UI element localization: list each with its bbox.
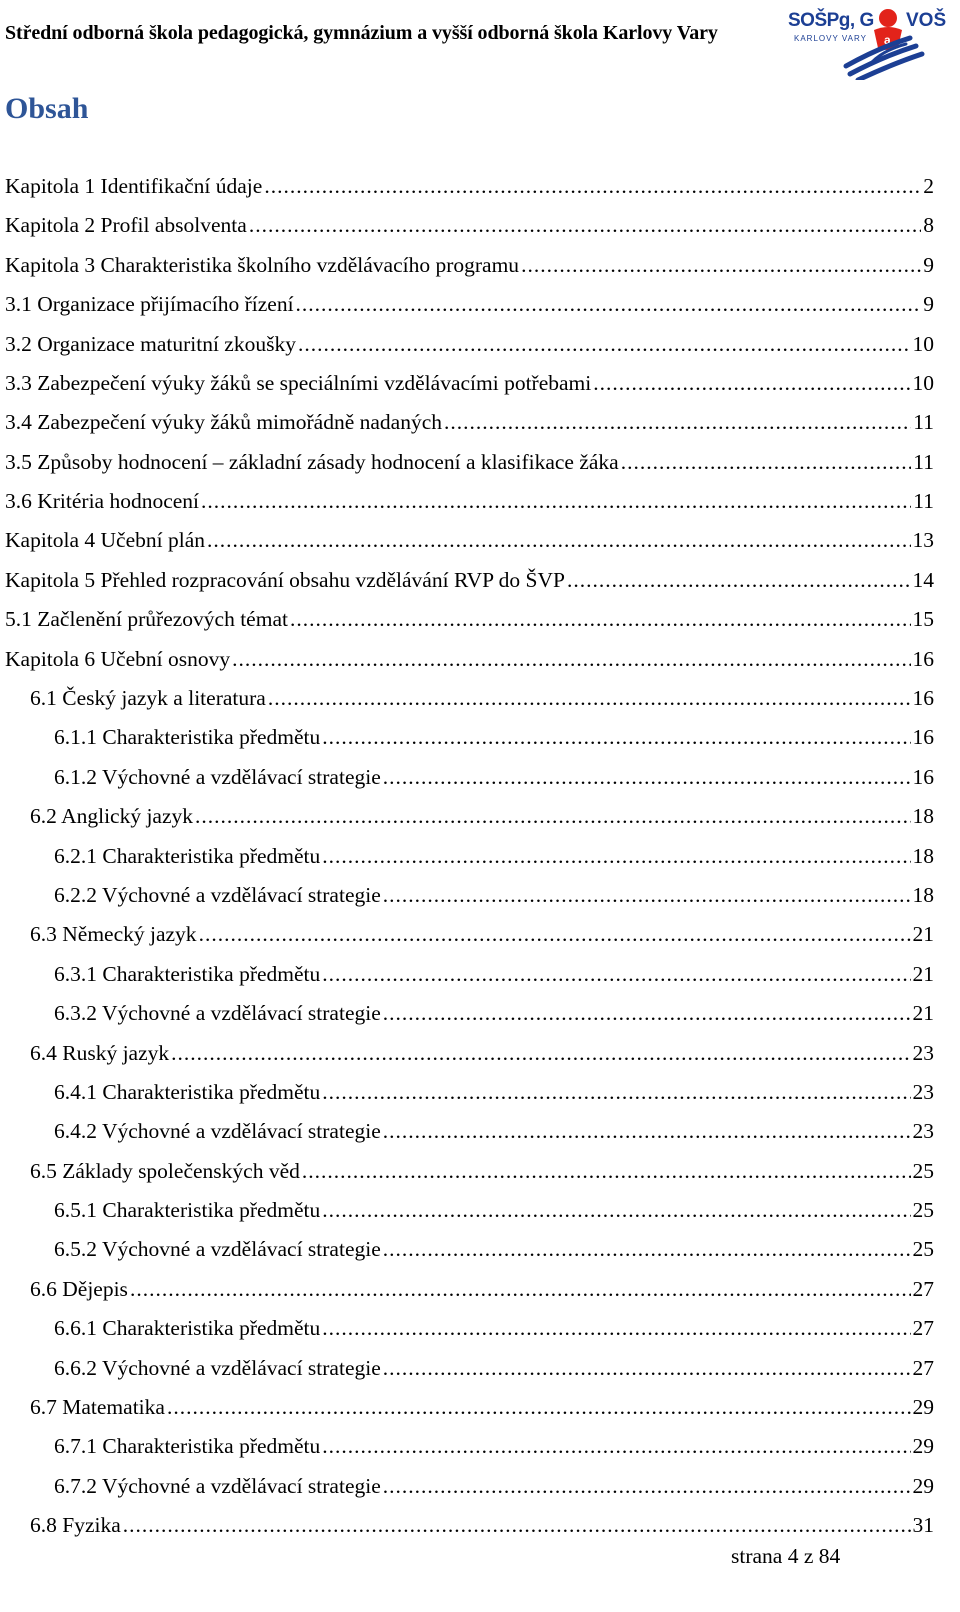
toc-entry-page[interactable]: 27 bbox=[912, 1316, 934, 1341]
toc-entry-page[interactable]: 9 bbox=[923, 292, 934, 317]
toc-entry-label[interactable]: 6.4.2 Výchovné a vzdělávací strategie bbox=[54, 1119, 381, 1144]
toc-entry[interactable] bbox=[0, 285, 960, 324]
toc-dot-leader bbox=[207, 530, 910, 552]
toc-entry-label[interactable]: 6.3.1 Charakteristika předmětu bbox=[54, 961, 321, 986]
toc-dot-leader bbox=[296, 294, 922, 316]
logo-text-left: SOŠPg, G bbox=[788, 10, 874, 31]
toc-entry[interactable] bbox=[0, 1309, 960, 1348]
toc-dot-leader bbox=[195, 806, 910, 828]
toc-entry-page[interactable]: 9 bbox=[923, 252, 934, 277]
toc-dot-leader bbox=[383, 1121, 911, 1143]
toc-entry-page[interactable]: 11 bbox=[913, 449, 934, 474]
toc-entry[interactable] bbox=[0, 876, 960, 915]
toc-entry[interactable] bbox=[0, 1191, 960, 1230]
toc-dot-leader bbox=[123, 1515, 911, 1537]
toc-dot-leader bbox=[383, 885, 911, 907]
toc-entry-page[interactable]: 15 bbox=[912, 607, 934, 632]
toc-dot-leader bbox=[567, 570, 911, 592]
toc-entry-page[interactable]: 10 bbox=[912, 331, 934, 356]
table-of-contents bbox=[0, 167, 960, 1546]
toc-entry-page[interactable]: 18 bbox=[912, 882, 934, 907]
toc-entry-label[interactable]: 6.6.2 Výchovné a vzdělávací strategie bbox=[54, 1355, 381, 1380]
toc-dot-leader bbox=[264, 176, 921, 198]
toc-entry[interactable] bbox=[0, 1428, 960, 1467]
toc-entry-page[interactable]: 16 bbox=[912, 686, 934, 711]
toc-entry-label[interactable]: 6.1.2 Výchovné a vzdělávací strategie bbox=[54, 764, 381, 789]
page-number: strana 4 z 84 bbox=[731, 1544, 841, 1568]
toc-dot-leader bbox=[199, 924, 911, 946]
toc-entry-label[interactable]: 3.4 Zabezpečení výuky žáků mimořádně nadaných bbox=[5, 410, 442, 435]
toc-entry[interactable] bbox=[0, 1112, 960, 1151]
toc-entry-page[interactable]: 25 bbox=[912, 1237, 934, 1262]
toc-entry-label[interactable]: 3.3 Zabezpečení výuky žáků se speciálními vzdělávacími potřebami bbox=[5, 370, 592, 395]
toc-entry[interactable] bbox=[0, 1231, 960, 1270]
toc-entry-label[interactable]: 6.1 Český jazyk a literatura bbox=[30, 686, 266, 711]
toc-dot-leader bbox=[383, 1239, 911, 1261]
toc-entry[interactable] bbox=[0, 837, 960, 876]
toc-entry-label[interactable]: 6.2.1 Charakteristika předmětu bbox=[54, 843, 321, 868]
toc-entry[interactable] bbox=[0, 482, 960, 521]
toc-entry-page[interactable]: 23 bbox=[912, 1040, 934, 1065]
toc-dot-leader bbox=[290, 609, 911, 631]
toc-dot-leader bbox=[268, 688, 911, 710]
toc-entry-label[interactable]: 6.7 Matematika bbox=[30, 1395, 165, 1420]
toc-entry-label[interactable]: 3.6 Kritéria hodnocení bbox=[5, 489, 200, 514]
toc-entry[interactable] bbox=[0, 1467, 960, 1506]
toc-entry-page[interactable]: 16 bbox=[912, 646, 934, 671]
toc-entry-page[interactable]: 27 bbox=[912, 1276, 934, 1301]
toc-entry-label[interactable]: Kapitola 5 Přehled rozpracování obsahu vzdělávání RVP do ŠVP bbox=[5, 567, 565, 592]
toc-entry-label[interactable]: Kapitola 4 Učební plán bbox=[5, 528, 206, 553]
toc-dot-leader bbox=[302, 1161, 911, 1183]
toc-entry[interactable] bbox=[0, 206, 960, 245]
toc-dot-leader bbox=[298, 334, 911, 356]
toc-dot-leader bbox=[593, 373, 910, 395]
toc-dot-leader bbox=[322, 1436, 910, 1458]
toc-entry[interactable] bbox=[0, 325, 960, 364]
toc-entry-label[interactable]: Kapitola 6 Učební osnovy bbox=[5, 646, 231, 671]
toc-entry-page[interactable]: 16 bbox=[912, 725, 934, 750]
toc-entry-label[interactable]: Kapitola 2 Profil absolventa bbox=[5, 213, 247, 238]
toc-entry[interactable] bbox=[0, 1270, 960, 1309]
toc-dot-leader bbox=[249, 215, 921, 237]
toc-entry-page[interactable]: 21 bbox=[912, 961, 934, 986]
toc-entry-label[interactable]: 6.3 Německý jazyk bbox=[30, 922, 197, 947]
toc-entry-label[interactable]: 6.8 Fyzika bbox=[30, 1513, 121, 1538]
toc-entry-page[interactable]: 11 bbox=[913, 410, 934, 435]
toc-entry-page[interactable]: 2 bbox=[923, 173, 934, 198]
toc-entry-page[interactable]: 23 bbox=[912, 1119, 934, 1144]
toc-entry[interactable] bbox=[0, 246, 960, 285]
toc-entry[interactable] bbox=[0, 1034, 960, 1073]
toc-entry-label[interactable]: 6.4 Ruský jazyk bbox=[30, 1040, 170, 1065]
logo-text-right: VOŠ bbox=[906, 10, 947, 31]
toc-dot-leader bbox=[322, 1082, 910, 1104]
toc-dot-leader bbox=[232, 649, 910, 671]
toc-entry-page[interactable]: 11 bbox=[913, 489, 934, 514]
logo-subtitle: KARLOVY VARY bbox=[794, 34, 867, 43]
toc-entry-page[interactable]: 25 bbox=[912, 1198, 934, 1223]
toc-dot-leader bbox=[167, 1397, 911, 1419]
toc-entry-page[interactable]: 16 bbox=[912, 764, 934, 789]
toc-dot-leader bbox=[130, 1279, 911, 1301]
toc-entry-label[interactable]: 6.2 Anglický jazyk bbox=[30, 804, 194, 829]
toc-entry[interactable] bbox=[0, 443, 960, 482]
school-logo bbox=[788, 4, 956, 80]
toc-entry-page[interactable]: 21 bbox=[912, 1001, 934, 1026]
toc-entry[interactable] bbox=[0, 718, 960, 757]
toc-dot-leader bbox=[383, 767, 911, 789]
school-name: Střední odborná škola pedagogická, gymnázium a vyšší odborná škola Karlovy Vary bbox=[5, 22, 718, 44]
toc-entry[interactable] bbox=[0, 561, 960, 600]
toc-entry[interactable] bbox=[0, 364, 960, 403]
toc-entry[interactable] bbox=[0, 640, 960, 679]
toc-dot-leader bbox=[383, 1476, 911, 1498]
toc-entry-page[interactable]: 25 bbox=[912, 1158, 934, 1183]
toc-entry[interactable] bbox=[0, 994, 960, 1033]
page-title: Obsah bbox=[5, 92, 89, 125]
toc-dot-leader bbox=[201, 491, 911, 513]
toc-entry[interactable] bbox=[0, 1388, 960, 1427]
toc-entry-label[interactable]: 6.6 Dějepis bbox=[30, 1276, 128, 1301]
toc-dot-leader bbox=[171, 1043, 910, 1065]
toc-entry-page[interactable]: 29 bbox=[912, 1473, 934, 1498]
toc-entry-label[interactable]: 3.1 Organizace přijímacího řízení bbox=[5, 292, 294, 317]
toc-entry-page[interactable]: 23 bbox=[912, 1079, 934, 1104]
toc-dot-leader bbox=[383, 1003, 911, 1025]
toc-entry-page[interactable]: 27 bbox=[912, 1355, 934, 1380]
toc-entry-label[interactable]: 6.6.1 Charakteristika předmětu bbox=[54, 1316, 321, 1341]
toc-entry-page[interactable]: 29 bbox=[912, 1434, 934, 1459]
toc-entry[interactable] bbox=[0, 167, 960, 206]
toc-entry-label[interactable]: 6.2.2 Výchovné a vzdělávací strategie bbox=[54, 882, 381, 907]
toc-dot-leader bbox=[322, 1318, 910, 1340]
toc-entry-page[interactable]: 21 bbox=[912, 922, 934, 947]
toc-entry-label[interactable]: 6.5.1 Charakteristika předmětu bbox=[54, 1198, 321, 1223]
toc-entry[interactable] bbox=[0, 522, 960, 561]
toc-dot-leader bbox=[322, 727, 910, 749]
toc-dot-leader bbox=[521, 255, 921, 277]
toc-dot-leader bbox=[383, 1358, 911, 1380]
toc-entry-page[interactable]: 10 bbox=[912, 370, 934, 395]
toc-entry[interactable] bbox=[0, 1073, 960, 1112]
toc-entry[interactable] bbox=[0, 915, 960, 954]
toc-entry[interactable] bbox=[0, 600, 960, 639]
toc-entry[interactable] bbox=[0, 403, 960, 442]
toc-entry[interactable] bbox=[0, 955, 960, 994]
toc-entry[interactable] bbox=[0, 679, 960, 718]
toc-entry[interactable] bbox=[0, 758, 960, 797]
toc-dot-leader bbox=[322, 964, 910, 986]
toc-entry[interactable] bbox=[0, 1152, 960, 1191]
toc-entry-page[interactable]: 14 bbox=[912, 567, 934, 592]
toc-entry-page[interactable]: 8 bbox=[923, 213, 934, 238]
toc-dot-leader bbox=[322, 846, 910, 868]
toc-entry-label[interactable]: 6.3.2 Výchovné a vzdělávací strategie bbox=[54, 1001, 381, 1026]
page-header bbox=[0, 0, 960, 72]
toc-entry-label[interactable]: 6.7.1 Charakteristika předmětu bbox=[54, 1434, 321, 1459]
toc-entry-page[interactable]: 18 bbox=[912, 843, 934, 868]
toc-entry-label[interactable]: 6.4.1 Charakteristika předmětu bbox=[54, 1079, 321, 1104]
toc-entry-page[interactable]: 29 bbox=[912, 1395, 934, 1420]
toc-dot-leader bbox=[322, 1200, 910, 1222]
toc-entry-page[interactable]: 18 bbox=[912, 804, 934, 829]
toc-entry[interactable] bbox=[0, 1506, 960, 1545]
svg-text:a: a bbox=[884, 33, 891, 47]
toc-entry-label[interactable]: 3.5 Způsoby hodnocení – základní zásady hodnocení a klasifikace žáka bbox=[5, 449, 619, 474]
toc-entry-label[interactable]: Kapitola 1 Identifikační údaje bbox=[5, 173, 263, 198]
toc-entry-label[interactable]: 6.5.2 Výchovné a vzdělávací strategie bbox=[54, 1237, 381, 1262]
toc-entry[interactable] bbox=[0, 1349, 960, 1388]
toc-dot-leader bbox=[444, 412, 911, 434]
toc-entry-label[interactable]: 6.1.1 Charakteristika předmětu bbox=[54, 725, 321, 750]
toc-entry-label[interactable]: 6.5 Základy společenských věd bbox=[30, 1158, 300, 1183]
toc-entry-page[interactable]: 31 bbox=[912, 1513, 934, 1538]
toc-entry-label[interactable]: Kapitola 3 Charakteristika školního vzdělávacího programu bbox=[5, 252, 520, 277]
toc-entry-label[interactable]: 3.2 Organizace maturitní zkoušky bbox=[5, 331, 296, 356]
toc-entry-page[interactable]: 13 bbox=[912, 528, 934, 553]
toc-dot-leader bbox=[621, 452, 912, 474]
toc-entry[interactable] bbox=[0, 797, 960, 836]
toc-entry-label[interactable]: 6.7.2 Výchovné a vzdělávací strategie bbox=[54, 1473, 381, 1498]
toc-entry-label[interactable]: 5.1 Začlenění průřezových témat bbox=[5, 607, 288, 632]
